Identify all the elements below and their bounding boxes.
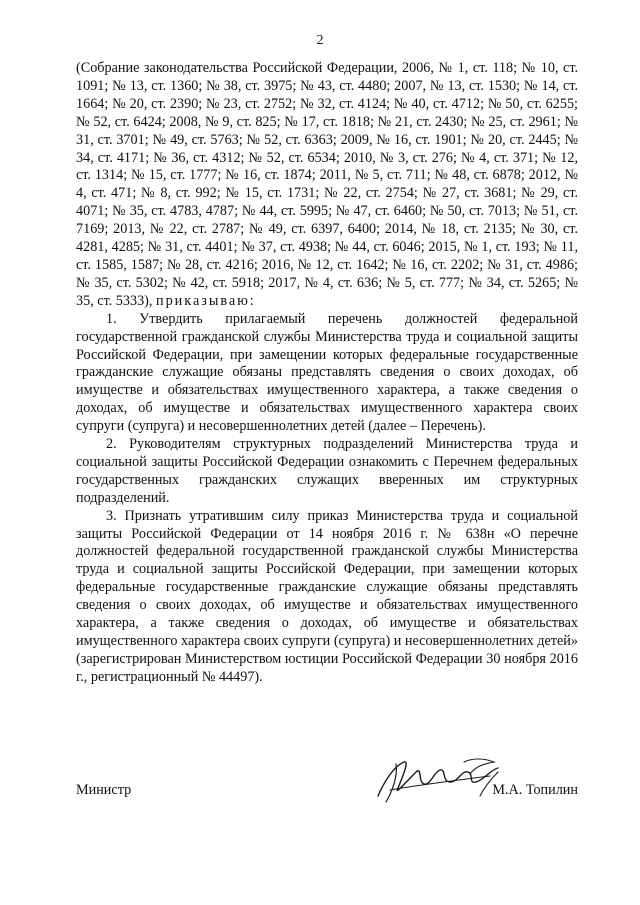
handwritten-signature-icon xyxy=(372,752,512,812)
order-body xyxy=(76,60,578,687)
legal-references-paragraph xyxy=(76,60,578,311)
order-item-2: 2. Руководителям структурных подразделений Министерства труда и социальной защиты Российской Федерации ознакомить с Перечнем федеральных государственных гражданских служащих вверенных им структурных подразделений. xyxy=(76,436,578,506)
order-item-1: 1. Утвердить прилагаемый перечень должностей федеральной государственной гражданской службы Министерства труда и социальной защиты Российской Федерации, при замещении которых федеральные государственные гражданские служащие обязаны представлять сведения о своих доходах, об имуществе и обязательствах имущественного характера, а также сведения о доходах, об имуществе и обязательствах имущественного характера своих супруги (супруга) и несовершеннолетних детей (далее – Перечень). xyxy=(76,310,578,435)
signer-position: Министр xyxy=(76,782,132,798)
signer-name: М.А. Топилин xyxy=(492,782,578,798)
order-item-3: 3. Признать утратившим силу приказ Министерства труда и социальной защиты Российской Федерации от 14 ноября 2016 г. № 638н «О перечне должностей федеральной государственной гражданской службы Министерства труда и социальной защиты Российской Федерации, при замещении которых федеральные государственные гражданские служащие обязаны представлять сведения о своих доходах, об имуществе и обязательствах имущественного характера, а также сведения о доходах, об имуществе и обязательствах имущественного характера своих супруги (супруга) и несовершеннолетних детей» (зарегистрирован Министерством юстиции Российской Федерации 30 ноября 2016 г., регистрационный № 44497). xyxy=(76,507,578,685)
page-number: 2 xyxy=(316,33,324,48)
order-directive-word: приказываю: xyxy=(156,292,256,309)
signature-block xyxy=(76,760,578,820)
legal-references-text: (Собрание законодательства Российской Федерации, 2006, № 1, ст. 118; № 10, ст. 1091; № 13, ст. 1360; № 38, ст. 3975; № 43, ст. 4480; 2007, № 13, ст. 1530; № 14, ст. 1664; № 20, ст. 2390; № 23, ст. 2752; № 32, ст. 4124; № 40, ст. 4712; № 50, ст. 6255; № 52, ст. 6424; 2008, № 9, ст. 825; № 17, ст. 1818; № 21, ст. 2430; № 25, ст. 2961; № 31, ст. 3701; № 49, ст. 5763; № 52, ст. 6363; 2009, № 16, ст. 1901; № 20, ст. 2445; № 34, ст. 4171; № 36, ст. 4312; № 52, ст. 6534; 2010, № 3, ст. 276; № 4, ст. 371; № 12, ст. 1314; № 15, ст. 1777; № 16, ст. 1874; 2011, № 5, ст. 711; № 48, ст. 6878; 2012, № 4, ст. 471; № 8, ст. 992; № 15, ст. 1731; № 22, ст. 2754; № 27, ст. 3681; № 29, ст. 4071; № 35, ст. 4783, 4787; № 44, ст. 5995; № 47, ст. 6460; № 50, ст. 7013; № 51, ст. 7169; 2013, № 22, ст. 2787; № 49, ст. 6397, 6400; 2014, № 18, ст. 2135; № 30, ст. 4281, 4285; № 31, ст. 4401; № 37, ст. 4938; № 44, ст. 6046; 2015, № 1, ст. 193; № 11, ст. 1585, 1587; № 28, ст. 4216; 2016, № 12, ст. 1642; № 16, ст. 2202; № 31, ст. 4986; № 35, ст. 5302; № 42, ст. 5918; 2017, № 4, ст. 636; № 5, ст. 777; № 34, ст. 5265; № 35, ст. 5333), xyxy=(76,60,578,309)
